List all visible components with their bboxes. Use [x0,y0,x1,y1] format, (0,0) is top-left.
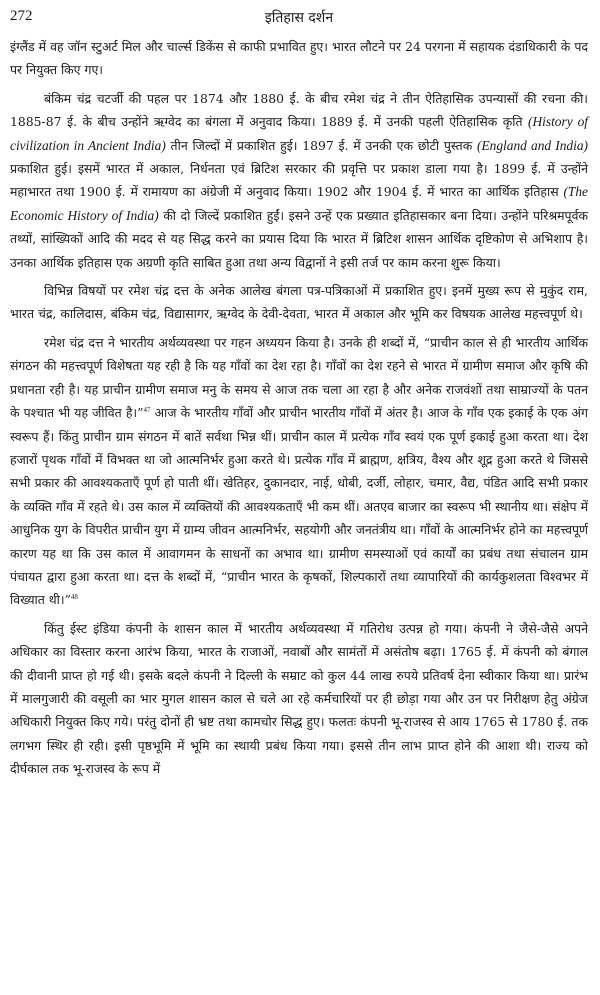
english-title-history-of-civilization: (History of civilization in Ancient India) [10,114,588,153]
paragraph-4-text-1: रमेश चंद्र दत्त ने भारतीय अर्थव्यवस्था पर गहन अध्ययन किया है। उनके ही शब्दों में, “प्राचीन काल से ही भारतीय आर्थिक संगठन की महत्त्वपूर्ण विशेषता यह रही है कि यह गाँवों का देश रहा है। गाँवों का देश रहने से भारत में ग्रामीण समाज और कृषि की प्रधानता रही है। यह प्राचीन ग्रामीण समाज मनु के समय से आज तक चला आ रहा है और अनेक राजवंशों तथा साम्राज्यों के पतन के पश्चात भी यह जीवित है।” [10,334,588,421]
page-header [10,8,588,32]
running-head: इतिहास दर्शन [264,10,334,26]
paragraph-4-text-2: आज के भारतीय गाँवों और प्राचीन भारतीय गाँवों में अंतर है। आज के गाँव एक इकाई के एक अंग स्वरूप हैं। किंतु प्राचीन ग्राम संगठन में बातें सर्वथा भिन्न थीं। प्राचीन काल में प्रत्येक गाँव स्वयं एक पूर्ण इकाई हुआ करता था। देश हजारों पृथक गाँवों में विभक्त था जो आत्मनिर्भर हुआ करते थे। प्रत्येक गाँव में ब्राह्मण, क्षत्रिय, वैश्य और शूद्र हुआ करते थे जिससे सभी प्रकार की आवश्यकताएँ पूर्ण हो पाती थीं। खेतिहर, दुकानदार, नाई, धोबी, दर्जी, लोहार, चमार, वैद्य, पंडित आदि सभी प्रकार के व्यक्ति गाँव में रहते थे। उस काल में व्यक्तियों की आवश्यकताएँ भी कम थीं। अतएव बाजार का स्वरूप भी स्थानीय था। संक्षेप में आधुनिक युग के विपरीत प्राचीन युग में ग्राम्य जीवन आत्मनिर्भर, सहयोगी और जनतंत्रीय था। गाँवों के आत्मनिर्भर होने का महत्त्वपूर्ण कारण यह था कि उस काल में आवागमन के साधनों का अभाव था। ग्रामीण समस्याओं एवं कार्यों का प्रबंध तथा संचालन ग्राम पंचायत द्वारा हुआ करता था। दत्त के शब्दों में, “प्राचीन भारत के कृषकों, शिल्पकारों तथा व्यापारियों की कार्यकुशलता विश्वभर में विख्यात थी।” [10,405,588,608]
paragraph-2-text-1: बंकिम चंद्र चटर्जी की पहल पर 1874 और 1880 ई. के बीच रमेश चंद्र ने तीन ऐतिहासिक उपन्यासों की रचना की। 1885-87 ई. के बीच उन्होंने ऋग्वेद का बंगला में अनुवाद किया। 1889 ई. में उनकी पहली ऐतिहासिक कृति [10,90,588,130]
paragraph-2 [10,87,588,274]
page-number: 272 [10,8,33,24]
footnote-ref-48: 48 [70,593,78,602]
english-title-economic-history: (The Economic History of India) [10,184,588,223]
paragraph-4 [10,331,588,612]
paragraph-1: इंग्लैंड में वह जॉन स्टुअर्ट मिल और चार्ल्स डिकेंस से काफी प्रभावित हुए। भारत लौटने पर 24 परगना में सहायक दंडाधिकारी के पद पर नियुक्त किए गए। [10,39,588,78]
paragraph-2-text-4: की दो जिल्दें प्रकाशित हुईं। इसने उन्हें एक प्रख्यात इतिहासकार बना दिया। उन्होंने परिश्रमपूर्वक तथ्यों, सांख्यिकों आदि की मदद से यह सिद्ध करने का प्रयास दिया कि भारत में ब्रिटिश शासन आर्थिक दृष्टिकोण से अभिशाप है। उनका आर्थिक इतिहास एक अग्रणी कृति साबित हुआ तथा अन्य विद्वानों ने इसी तर्ज पर काम करना शुरू किया। [10,207,588,270]
paragraph-2-text-2: तीन जिल्दों में प्रकाशित हुई। 1897 ई. में उनकी एक छोटी पुस्तक [165,137,478,153]
paragraph-3: विभिन्न विषयों पर रमेश चंद्र दत्त के अनेक आलेख बंगला पत्र-पत्रिकाओं में प्रकाशित हुए। इनमें मुख्य रूप से मुकुंद राम, भारत चंद्र, कालिदास, बंकिम चंद्र, विद्यासागर, ऋग्वेद के देवी-देवता, भारत में अकाल और भूमि कर विषयक आलेख महत्त्वपूर्ण थे। [10,283,588,322]
footnote-ref-47: 47 [143,405,151,414]
paragraph-5: किंतु ईस्ट इंडिया कंपनी के शासन काल में भारतीय अर्थव्यवस्था में गतिरोध उत्पन्न हो गया। कंपनी ने जैसे-जैसे अपने अधिकार का विस्तार करना आरंभ किया, भारत के राजाओं, नवाबों और सामंतों में असंतोष बढ़ा। 1765 ई. में कंपनी को बंगाल की दीवानी प्राप्त हो गई थी। इसके बदले कंपनी ने दिल्ली के सम्राट को कुल 44 लाख रुपये प्रतिवर्ष देना स्वीकार किया था। प्रारंभ में मालगुजारी की वसूली का भार मुगल शासन काल से चले आ रहे कर्मचारियों पर ही छोड़ा गया और उन पर निरीक्षण हेतु अंग्रेज अधिकारी नियुक्त किए गये। परंतु दोनों ही भ्रष्ट तथा कामचोर सिद्ध हुए। फलतः कंपनी भू-राजस्व से आय 1765 से 1780 ई. तक लगभग स्थिर ही रही। इसी पृष्ठभूमि में भूमि का स्थायी प्रबंध किया गया। इससे तीन लाभ प्राप्त होने की आशा थी। राज्य को दीर्घकाल तक भू-राजस्व के रूप में [10,620,588,777]
paragraph-2-text-3: प्रकाशित हुई। इसमें भारत में अकाल, निर्धनता एवं ब्रिटिश सरकार की प्रवृत्ति पर प्रकाश डाला गया है। 1899 ई. में उन्होंने महाभारत तथा 1900 ई. में रामायण का अंग्रेजी में अनुवाद किया। 1902 और 1904 ई. में भारत का आर्थिक इतिहास [10,161,588,200]
english-title-england-and-india: (England and India) [477,137,589,153]
